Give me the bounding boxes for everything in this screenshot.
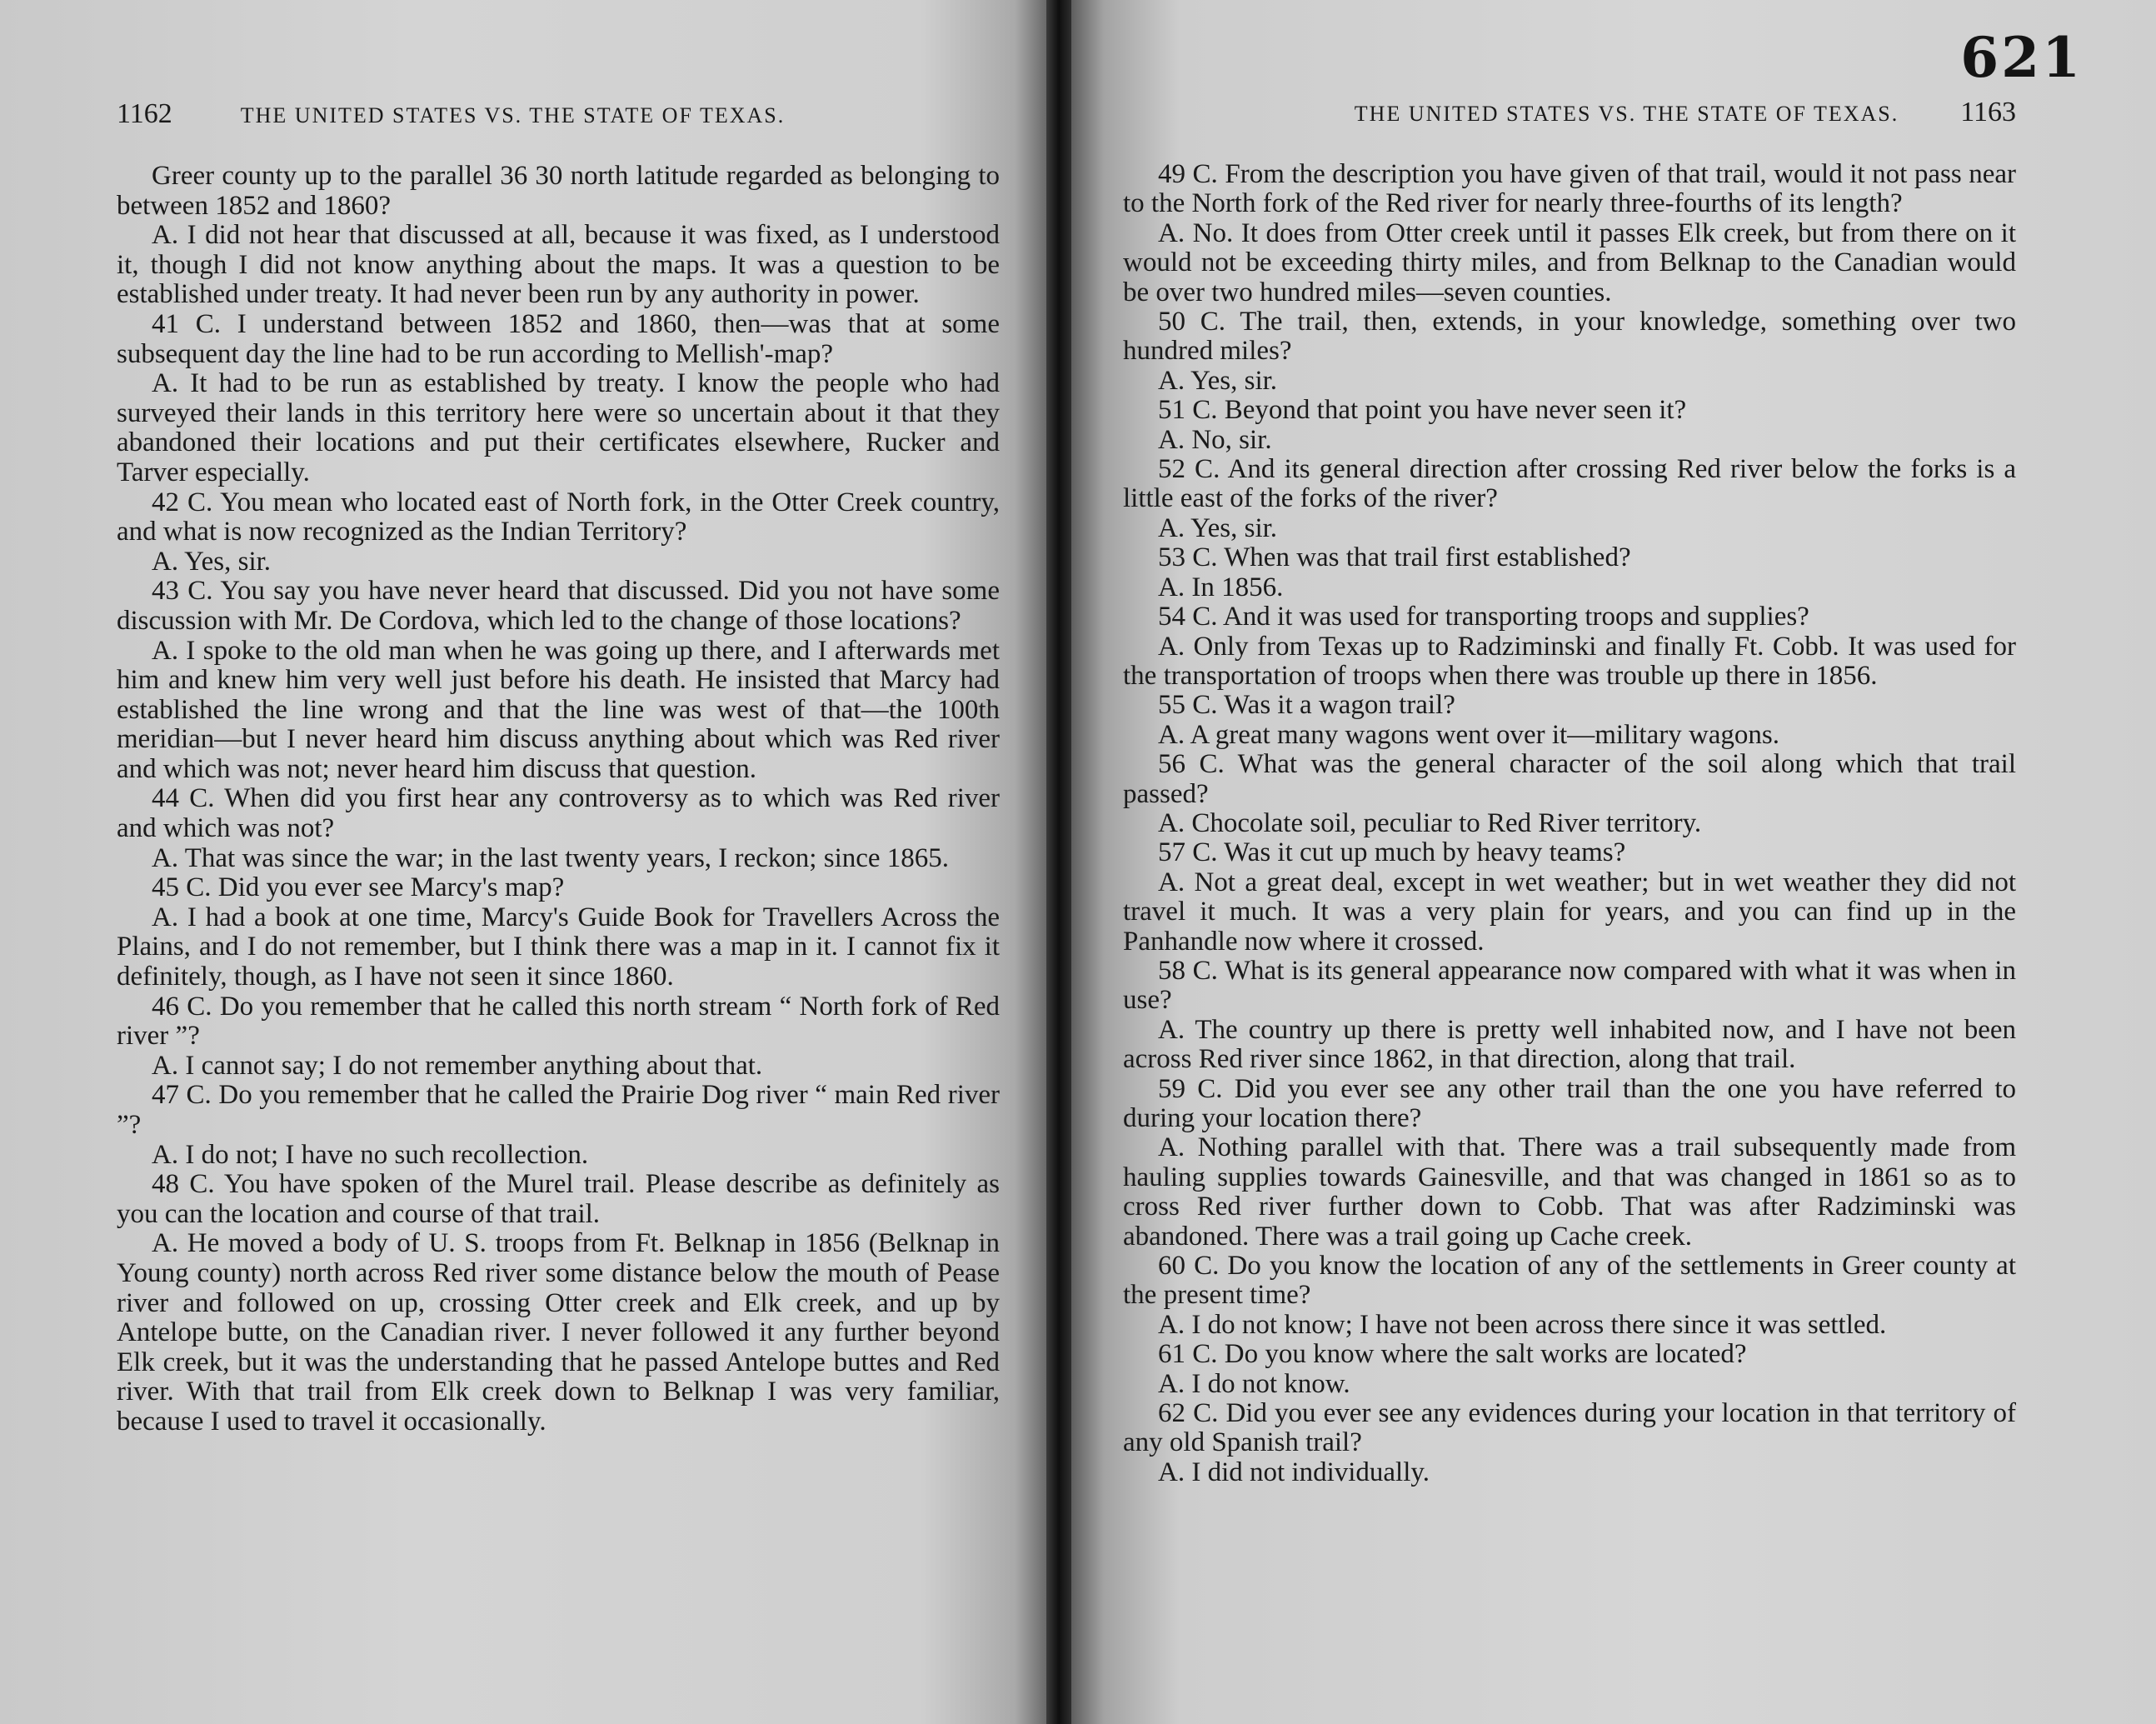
- left-page-body: [117, 162, 1000, 1437]
- paragraph: 42 C. You mean who located east of North fork, in the Otter Creek country, and what is now recognized as the Indian Territory?: [117, 487, 1000, 547]
- paragraph: A. A great many wagons went over it—military wagons.: [1158, 719, 1780, 750]
- paragraph: 58 C. What is its general appearance now compared with what it was when in use?: [1123, 955, 2016, 1016]
- paragraph: Greer county up to the parallel 36 30 north latitude regarded as belonging to between 1852 and 1860?: [117, 161, 1000, 221]
- paragraph: A. I had a book at one time, Marcy's Guide Book for Travellers Across the Plains, and I do not remember, but I think there was a map in it. I cannot fix it definitely, though, as I have not seen it since 1860.: [117, 902, 1000, 992]
- paragraph: A. He moved a body of U. S. troops from Ft. Belknap in 1856 (Belknap in Young county) north across Red river some distance below the mouth of Pease river and followed on up, crossing Otter creek and Elk creek, and up by Antelope butte, on the Canadian river. I never followed it any further beyond Elk creek, but it was the understanding that he passed Antelope buttes and Red river. With that trail from Elk creek down to Belknap I was very familiar, because I used to travel it occasionally.: [117, 1228, 1000, 1437]
- paragraph: A. Not a great deal, except in wet weather; but in wet weather they did not travel it much. It was a very plain for years, and you can find up in the Panhandle now where it crossed.: [1123, 867, 2016, 957]
- book-gutter: [1046, 0, 1071, 1724]
- paragraph: A. Only from Texas up to Radziminski and finally Ft. Cobb. It was used for the transportation of troops when there was trouble up there in 1856.: [1123, 631, 2016, 691]
- paragraph: 62 C. Did you ever see any evidences during your location in that territory of any old Spanish trail?: [1123, 1398, 2016, 1458]
- paragraph: 47 C. Do you remember that he called the Prairie Dog river “ main Red river ”?: [117, 1080, 1000, 1140]
- paragraph: 54 C. And it was used for transporting troops and supplies?: [1158, 602, 1809, 632]
- paragraph: 57 C. Was it cut up much by heavy teams?: [1158, 837, 1626, 868]
- paragraph: A. Yes, sir.: [1158, 512, 1278, 543]
- paragraph: A. I spoke to the old man when he was going up there, and I afterwards met him and knew him very well just before his death. He insisted that Marcy had established the line wrong and that the line was west of that—the 100th meridian—but I never heard him discuss anything about which was Red river and which was not; never heard him discuss that question.: [117, 635, 1000, 784]
- left-page: [0, 0, 1046, 1724]
- left-page-header: [117, 98, 1000, 157]
- paragraph: 44 C. When did you first hear any controversy as to which was Red river and which was not?: [117, 783, 1000, 844]
- right-page: [1071, 0, 2156, 1724]
- left-running-head: THE UNITED STATES VS. THE STATE OF TEXAS.: [240, 103, 786, 127]
- left-page-number: 1162: [117, 98, 172, 129]
- paragraph: A. I cannot say; I do not remember anything about that.: [152, 1050, 763, 1081]
- paragraph: A. Nothing parallel with that. There was a trail subsequently made from hauling supplies towards Gainesville, and that was changed in 1861 so as to cross Red river further down to Cobb. That was after Radziminski was abandoned. There was a trail going up Cache creek.: [1123, 1132, 2016, 1252]
- right-page-number: 1163: [1960, 97, 2016, 127]
- paragraph: 48 C. You have spoken of the Murel trail. Please describe as definitely as you can the location and course of that trail.: [117, 1169, 1000, 1229]
- paragraph: 61 C. Do you know where the salt works are located?: [1158, 1339, 1747, 1370]
- paragraph: 49 C. From the description you have given of that trail, would it not pass near to the North fork of the Red river for nearly three-fourths of its length?: [1123, 159, 2016, 219]
- paragraph: A. I do not know.: [1158, 1368, 1350, 1399]
- paragraph: 50 C. The trail, then, extends, in your knowledge, something over two hundred miles?: [1123, 307, 2016, 367]
- paragraph: A. That was since the war; in the last twenty years, I reckon; since 1865.: [152, 842, 950, 873]
- paragraph: A. Chocolate soil, peculiar to Red River territory.: [1158, 807, 1702, 838]
- paragraph: A. No, sir.: [1158, 424, 1272, 455]
- paragraph: 53 C. When was that trail first established?: [1158, 542, 1631, 573]
- paragraph: 51 C. Beyond that point you have never seen it?: [1158, 395, 1687, 426]
- paragraph: A. The country up there is pretty well inhabited now, and I have not been across Red river since 1862, in that direction, along that trail.: [1123, 1014, 2016, 1075]
- paragraph: A. It had to be run as established by treaty. I know the people who had surveyed their lands in this territory here were so uncertain about it that they abandoned their locations and put their certificates elsewhere, Rucker and Tarver especially.: [117, 368, 1000, 487]
- paragraph: A. In 1856.: [1158, 572, 1284, 602]
- paragraph: 60 C. Do you know the location of any of the settlements in Greer county at the present time?: [1123, 1251, 2016, 1311]
- paragraph: 56 C. What was the general character of the soil along which that trail passed?: [1123, 749, 2016, 809]
- paragraph: 46 C. Do you remember that he called this north stream “ North fork of Red river ”?: [117, 991, 1000, 1052]
- stamp-number: 621: [1960, 25, 2083, 90]
- paragraph: A. I do not; I have no such recollection.: [152, 1139, 589, 1170]
- right-page-header: [1123, 97, 2016, 155]
- paragraph: A. No. It does from Otter creek until it passes Elk creek, but from there on it would not be exceeding thirty miles, and from Belknap to the Canadian would be over two hundred miles—seven counties.: [1123, 217, 2016, 307]
- paragraph: A. I do not know; I have not been across there since it was settled.: [1158, 1309, 1887, 1340]
- paragraph: 52 C. And its general direction after crossing Red river below the forks is a little east of the forks of the river?: [1123, 454, 2016, 514]
- paragraph: A. I did not hear that discussed at all, because it was fixed, as I understood it, though I did not know anything about the maps. It was a question to be established under treaty. It had never been run by any authority in power.: [117, 220, 1000, 310]
- paragraph: 59 C. Did you ever see any other trail than the one you have referred to during your location there?: [1123, 1073, 2016, 1133]
- paragraph: 41 C. I understand between 1852 and 1860, then—was that at some subsequent day the line had to be run according to Mellish'-map?: [117, 308, 1000, 369]
- right-running-head: THE UNITED STATES VS. THE STATE OF TEXAS.: [1354, 102, 1899, 126]
- paragraph: 55 C. Was it a wagon trail?: [1158, 690, 1455, 721]
- paragraph: A. Yes, sir.: [1158, 365, 1278, 396]
- paragraph: 43 C. You say you have never heard that discussed. Did you not have some discussion with Mr. De Cordova, which led to the change of those locations?: [117, 576, 1000, 636]
- right-page-body: [1123, 160, 2016, 1487]
- paragraph: A. Yes, sir.: [152, 546, 272, 577]
- paragraph: 45 C. Did you ever see Marcy's map?: [152, 872, 565, 903]
- paragraph: A. I did not individually.: [1158, 1457, 1430, 1487]
